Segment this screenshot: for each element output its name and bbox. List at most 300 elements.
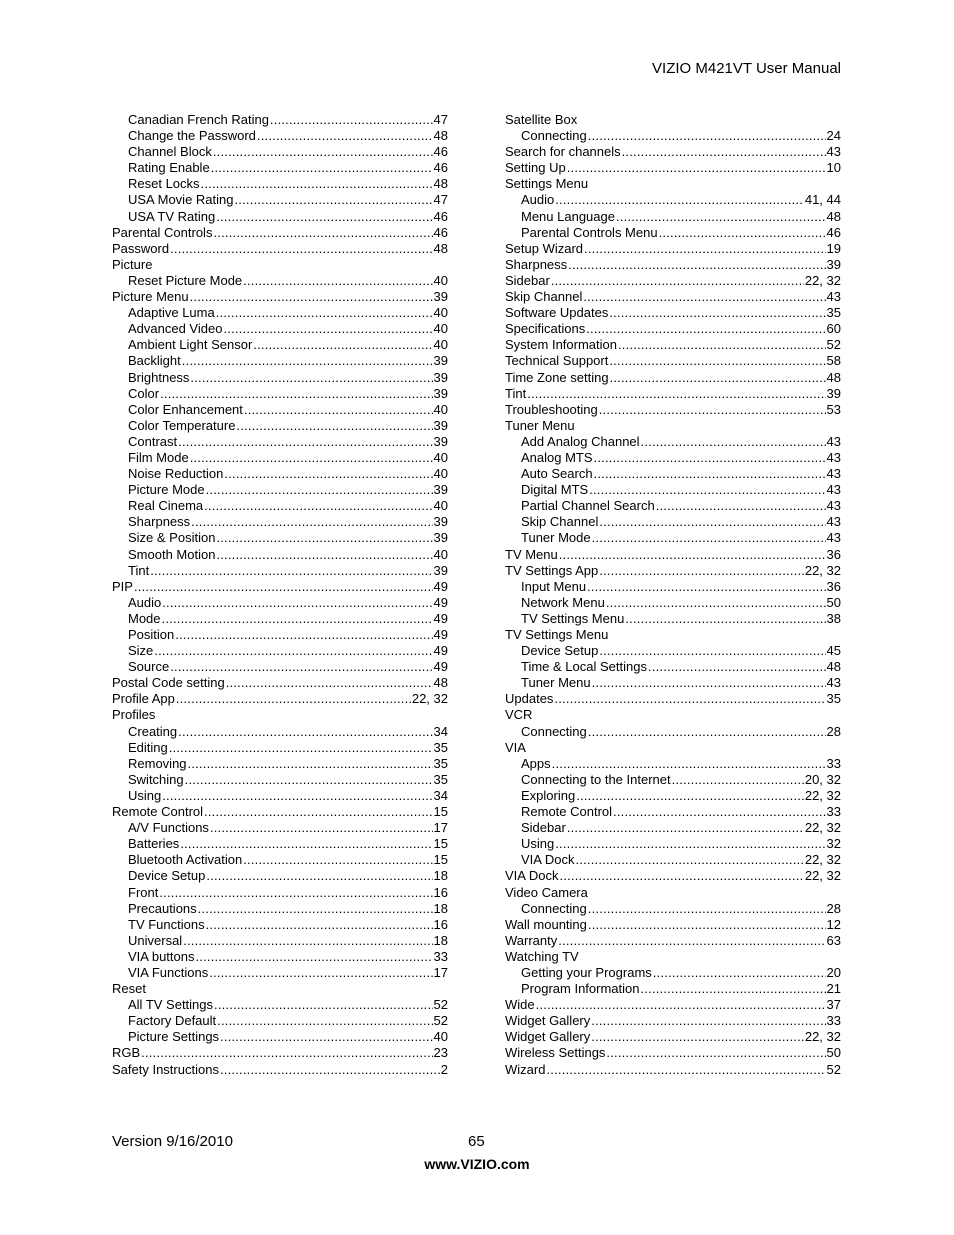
index-entry [112,160,448,176]
index-term: Troubleshooting [505,401,598,417]
index-page-ref: 32 [826,836,841,852]
index-page-ref: 35 [433,771,448,787]
index-term: Widget Gallery [505,1029,591,1045]
index-page-ref: 2 [440,1061,448,1077]
index-entry [112,933,448,949]
dot-leader [599,402,826,418]
dot-leader [185,772,433,788]
dot-leader [134,579,433,595]
index-entry [112,579,448,595]
index-term: Sidebar [505,272,550,288]
dot-leader [243,273,432,289]
index-entry [112,530,448,546]
dot-leader [641,981,826,997]
dot-leader [552,756,826,772]
index-page-ref: 52 [433,997,448,1013]
dot-leader [220,1062,440,1078]
index-entry [112,225,448,241]
index-entry [505,273,841,289]
index-page-ref: 43 [826,466,841,482]
dot-leader [613,804,825,820]
index-term: TV Functions [128,916,205,932]
index-page-ref: 47 [433,112,448,127]
index-page-ref: 36 [826,578,841,594]
index-entry [505,756,841,772]
dot-leader [244,402,433,418]
index-page-ref: 48 [433,128,448,144]
dot-leader [220,1029,432,1045]
index-entry [505,337,841,353]
dot-leader [591,1029,804,1045]
index-entry [112,885,448,901]
index-page-ref: 43 [826,449,841,465]
index-term: Parental Controls [112,224,213,240]
index-term: VIA buttons [128,948,195,964]
index-entry [112,724,448,740]
dot-leader [599,514,825,530]
index-term: Ambient Light Sensor [128,337,253,353]
dot-leader [206,482,433,498]
index-entry [112,434,448,450]
index-term: Sharpness [505,256,568,272]
index-entry [505,498,841,514]
index-page-ref: 16 [433,884,448,900]
index-page-ref: 28 [826,900,841,916]
index-entry [505,611,841,627]
index-page-ref: 22, 32 [804,787,841,803]
index-entry [112,772,448,788]
dot-leader [162,788,432,804]
dot-leader [206,917,433,933]
dot-leader [568,257,825,273]
index-entry [505,595,841,611]
dot-leader [216,209,432,225]
index-page-ref: 43 [826,675,841,691]
index-entry [505,1062,841,1078]
index-page-ref: 22, 32 [804,562,841,578]
dot-leader [554,691,825,707]
index-entry [112,1062,448,1078]
dot-leader [169,740,433,756]
index-entry [505,724,841,740]
page-number: 65 [468,1133,485,1150]
index-term: Software Updates [505,305,609,321]
dot-leader [236,418,432,434]
dot-leader [160,386,432,402]
index-page-ref: 34 [433,723,448,739]
dot-leader [170,241,432,257]
index-heading [505,740,841,756]
index-term: Backlight [128,353,181,369]
index-entry [112,273,448,289]
dot-leader [587,579,825,595]
index-term: Source [128,659,170,675]
index-term: Switching [128,771,184,787]
index-term: Wireless Settings [505,1045,606,1061]
index-entry [505,997,841,1013]
index-page-ref: 60 [826,321,841,337]
index-entry [112,627,448,643]
dot-leader [198,901,433,917]
index-entry [112,643,448,659]
dot-leader [210,820,433,836]
index-page-ref: 52 [826,337,841,353]
index-page-ref: 24 [826,128,841,144]
dot-leader [592,675,826,691]
index-page-ref: 50 [826,594,841,610]
index-page-ref: 18 [433,868,448,884]
index-term: Size & Position [128,530,216,546]
index-column-left [112,112,448,1078]
dot-leader [546,1062,825,1078]
index-page-ref: 33 [826,755,841,771]
index-entry [112,144,448,160]
dot-leader [182,353,433,369]
index-term: Precautions [128,900,197,916]
index-term: Front [128,884,159,900]
index-term: Picture Settings [128,1029,220,1045]
index-page-ref: 22, 32 [804,820,841,836]
index-page-ref: 48 [826,208,841,224]
dot-leader [235,192,433,208]
index-term: TV Settings Menu [505,627,609,642]
index-term: Connecting [521,723,587,739]
index-entry [505,160,841,176]
index-entry [505,1045,841,1061]
index-entry [505,691,841,707]
index-entry [112,740,448,756]
index-page-ref: 43 [826,289,841,305]
index-page-ref: 46 [433,208,448,224]
index-page-ref: 43 [826,498,841,514]
index-entry [112,241,448,257]
index-term: Real Cinema [128,498,204,514]
index-page-ref: 15 [433,804,448,820]
dot-leader [183,933,432,949]
dot-leader [559,868,803,884]
dot-leader [610,370,826,386]
index-entry [505,370,841,386]
index-page-ref: 49 [433,643,448,659]
dot-leader [178,724,432,740]
index-entry [112,370,448,386]
index-page-ref: 38 [826,610,841,626]
dot-leader [154,643,432,659]
dot-leader [558,933,825,949]
dot-leader [213,144,433,160]
index-entry [505,128,841,144]
dot-leader [616,209,826,225]
index-entry [112,289,448,305]
index-entry [112,788,448,804]
index-entry [112,563,448,579]
index-term: Creating [128,723,178,739]
dot-leader [206,868,432,884]
index-entry [505,659,841,675]
website-link[interactable]: www.VIZIO.com [424,1156,530,1172]
index-page-ref: 49 [433,594,448,610]
index-entry [505,466,841,482]
index-entry [505,257,841,273]
index-entry [505,901,841,917]
index-entry [112,836,448,852]
index-term: Reset Locks [128,176,200,192]
index-page-ref: 50 [826,1045,841,1061]
index-page-ref: 53 [826,401,841,417]
index-page-ref: 43 [826,482,841,498]
index-page-ref: 12 [826,916,841,932]
index-entry [112,176,448,192]
index-entry [112,901,448,917]
index-term: Factory Default [128,1013,217,1029]
index-page-ref: 28 [826,723,841,739]
dot-leader [223,321,432,337]
dot-leader [216,305,433,321]
index-entry [505,530,841,546]
index-entry [112,353,448,369]
index-term: Reset Picture Mode [128,272,243,288]
dot-leader [586,321,825,337]
index-entry [112,917,448,933]
index-term: RGB [112,1045,141,1061]
index-entry [112,965,448,981]
index-term: USA Movie Rating [128,192,234,208]
index-term: Profile App [112,691,175,707]
index-page-ref: 33 [826,1013,841,1029]
index-term: Satellite Box [505,112,578,127]
index-entry [112,611,448,627]
dot-leader [204,804,432,820]
index-heading [505,627,841,643]
dot-leader [226,675,433,691]
index-term: Film Mode [128,449,189,465]
index-term: Program Information [521,981,640,997]
index-page-ref: 18 [433,932,448,948]
index-term: Watching TV [505,948,579,964]
index-page-ref: 33 [826,804,841,820]
dot-leader [588,917,826,933]
index-page-ref: 40 [433,272,448,288]
index-term: Network Menu [521,594,605,610]
index-term: Brightness [128,369,190,385]
index-page-ref: 22, 32 [804,852,841,868]
index-page-ref: 43 [826,530,841,546]
index-page-ref: 46 [433,160,448,176]
index-entry [505,981,841,997]
dot-leader [618,337,826,353]
index-term: Using [128,787,162,803]
index-page-ref: 40 [433,305,448,321]
index-term: Sharpness [128,514,191,530]
index-page-ref: 46 [433,144,448,160]
index-term: Exploring [521,787,576,803]
index-term: Color [128,385,160,401]
dot-leader [609,305,825,321]
index-term: VIA Dock [521,852,575,868]
index-term: Settings Menu [505,176,589,192]
index-entry [505,514,841,530]
index-term: Input Menu [521,578,587,594]
index-page-ref: 22, 32 [804,1029,841,1045]
index-page-ref: 40 [433,401,448,417]
index-entry [505,820,841,836]
dot-leader [527,386,825,402]
index-term: Removing [128,755,187,771]
index-page-ref: 48 [826,369,841,385]
index-entry [112,321,448,337]
index-term: Universal [128,932,183,948]
index-term: Size [128,643,154,659]
dot-leader [216,547,432,563]
index-entry [505,482,841,498]
index-page-ref: 39 [433,353,448,369]
index-page-ref: 40 [433,337,448,353]
index-term: Picture Mode [128,482,205,498]
index-term: Wide [505,997,535,1013]
index-page-ref: 49 [433,578,448,594]
index-term: Tint [505,385,527,401]
dot-leader [159,885,432,901]
index-page-ref: 15 [433,852,448,868]
index-term: Picture [112,256,153,272]
dot-leader [213,225,432,241]
index-page-ref: 46 [826,224,841,240]
index-entry [505,965,841,981]
index-term: TV Menu [505,546,558,562]
index-page-ref: 45 [826,643,841,659]
index-entry [505,353,841,369]
index-entry [112,756,448,772]
index-term: Time & Local Settings [521,659,647,675]
dot-leader [591,1013,825,1029]
index-term: Tuner Mode [521,530,591,546]
dot-leader [583,289,825,305]
index-term: Technical Support [505,353,609,369]
index-page-ref: 39 [433,433,448,449]
index-page-ref: 39 [433,530,448,546]
index-page-ref: 58 [826,353,841,369]
index-entry [112,1045,448,1061]
dot-leader [672,772,804,788]
dot-leader [190,289,433,305]
dot-leader [536,997,826,1013]
index-page-ref: 40 [433,546,448,562]
dot-leader [555,192,804,208]
index-page-ref: 52 [433,1013,448,1029]
index-page-ref: 43 [826,514,841,530]
dot-leader [576,788,804,804]
index-page-ref: 35 [826,691,841,707]
index-page-ref: 22, 32 [411,691,448,707]
dot-leader [178,434,432,450]
index-page-ref: 40 [433,321,448,337]
index-heading [505,176,841,192]
index-term: System Information [505,337,617,353]
index-entry [505,241,841,257]
index-entry [505,788,841,804]
index-entry [112,659,448,675]
index-entry [505,772,841,788]
dot-leader [188,756,433,772]
index-term: Picture Menu [112,289,189,305]
index-term: USA TV Rating [128,208,216,224]
index-term: Rating Enable [128,160,210,176]
index-term: Digital MTS [521,482,589,498]
index-term: Connecting to the Internet [521,771,671,787]
index-term: Sidebar [521,820,566,836]
dot-leader [191,514,432,530]
dot-leader [176,691,411,707]
index-entry [112,820,448,836]
index-page-ref: 46 [433,224,448,240]
index-term: Audio [128,594,162,610]
index-page-ref: 63 [826,932,841,948]
index-page-ref: 36 [826,546,841,562]
index-term: All TV Settings [128,997,214,1013]
index-term: Getting your Programs [521,964,652,980]
index-term: Partial Channel Search [521,498,655,514]
index-term: Menu Language [521,208,615,224]
dot-leader [211,160,433,176]
index-entry [112,128,448,144]
dot-leader [588,724,826,740]
index-entry [112,192,448,208]
index-term: Specifications [505,321,586,337]
manual-title: VIZIO M421VT User Manual [652,60,841,77]
dot-leader [599,563,804,579]
index-column-right [505,112,841,1078]
index-entry [505,1013,841,1029]
index-page-ref: 52 [826,1061,841,1077]
index-term: A/V Functions [128,820,209,836]
index-page-ref: 48 [433,176,448,192]
dot-leader [216,530,432,546]
index-entry [505,675,841,691]
dot-leader [190,450,433,466]
index-page-ref: 39 [433,385,448,401]
index-entry [112,112,448,128]
index-term: TV Settings Menu [521,610,625,626]
index-entry [112,949,448,965]
index-term: Auto Search [521,466,593,482]
index-term: Smooth Motion [128,546,216,562]
dot-leader [180,836,432,852]
index-term: Mode [128,610,161,626]
index-term: Tint [128,562,150,578]
index-entry [505,192,841,208]
index-page-ref: 39 [433,289,448,305]
index-term: Noise Reduction [128,466,224,482]
index-entry [505,852,841,868]
dot-leader [175,627,432,643]
index-entry [505,579,841,595]
index-page-ref: 17 [433,964,448,980]
index-page-ref: 40 [433,1029,448,1045]
index-term: Color Temperature [128,417,236,433]
index-term: Password [112,240,170,256]
index-term: Audio [521,192,555,208]
index-heading [505,418,841,434]
index-entry [505,1029,841,1045]
index-page-ref: 35 [433,739,448,755]
index-page-ref: 22, 32 [804,272,841,288]
index-page-ref: 48 [433,240,448,256]
index-heading [112,981,448,997]
index-entry [112,547,448,563]
index-page-ref: 39 [433,369,448,385]
index-page-ref: 20 [826,964,841,980]
index-term: Time Zone setting [505,369,609,385]
